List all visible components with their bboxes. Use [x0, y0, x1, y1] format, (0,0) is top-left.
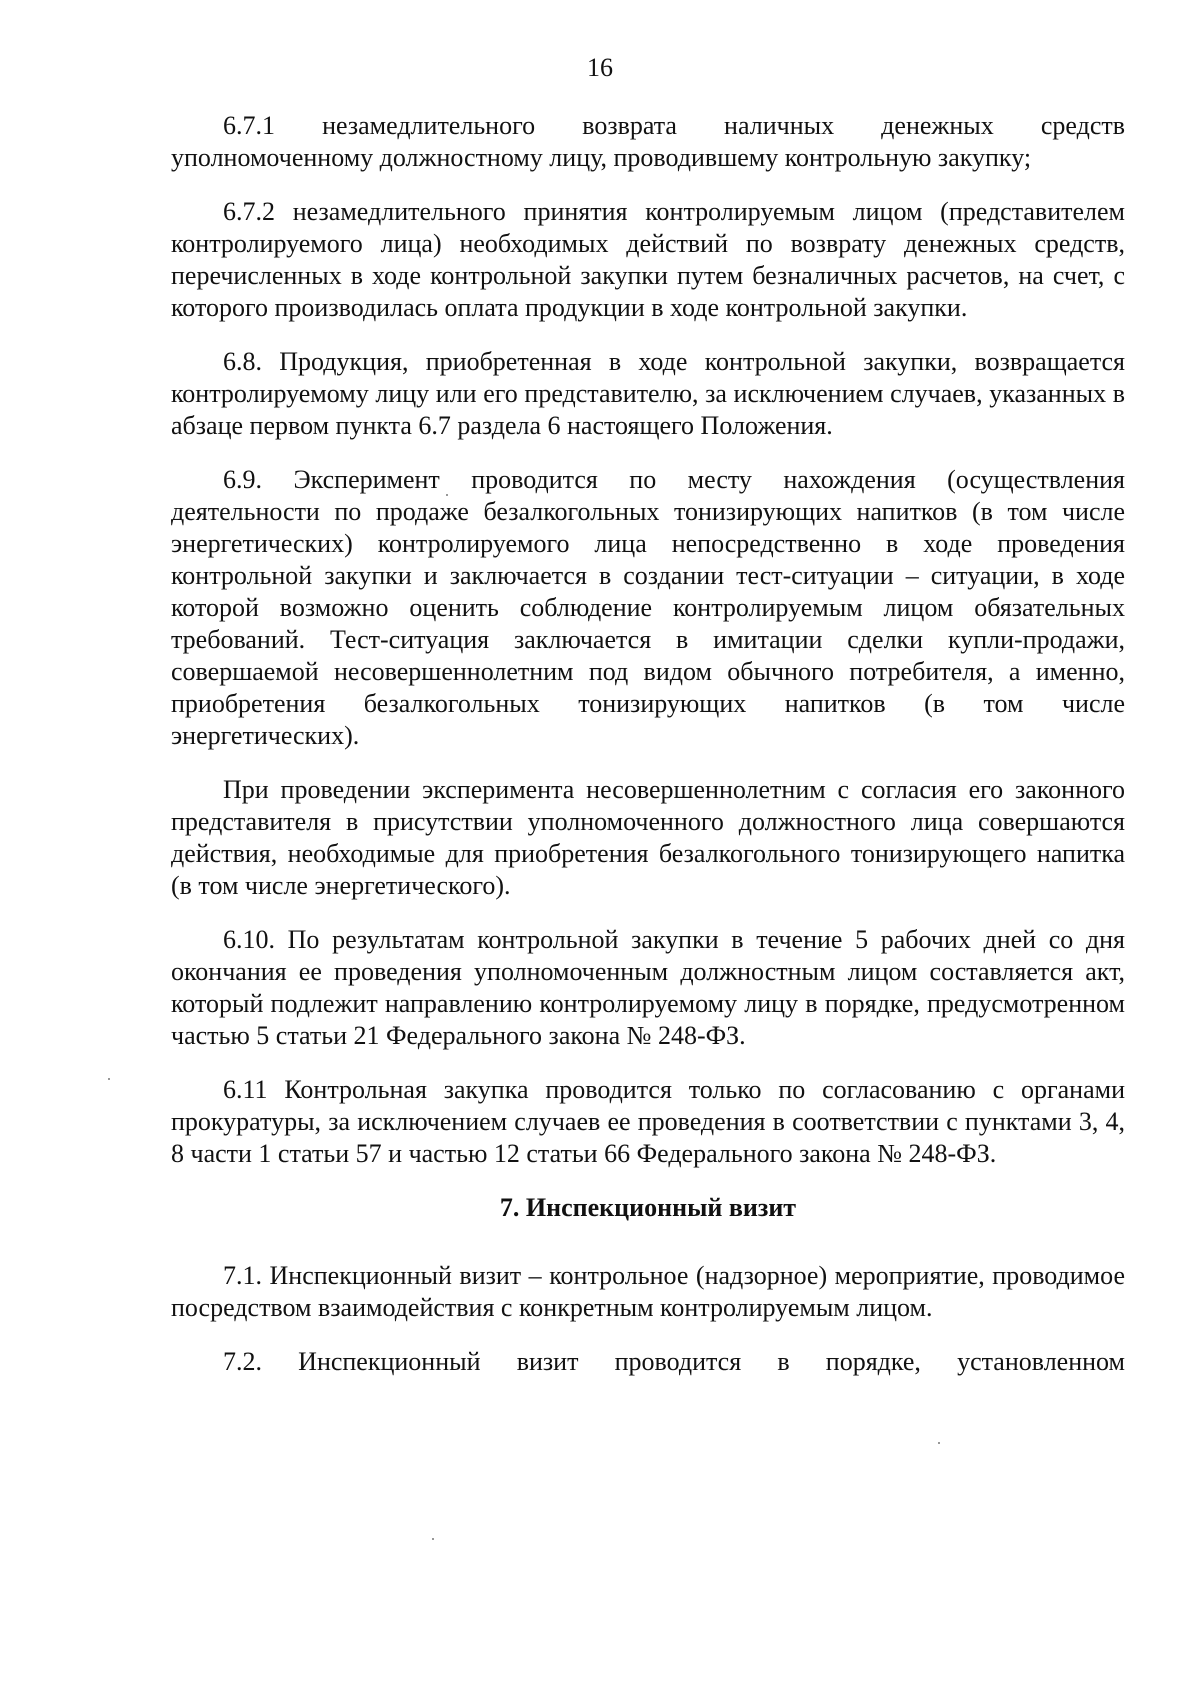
page-number: 16	[587, 53, 613, 82]
paragraph-7-2: 7.2. Инспекционный визит проводится в порядке, установленном	[223, 1347, 1125, 1376]
scan-speck	[446, 494, 448, 496]
scan-speck	[938, 1442, 940, 1444]
scan-speck	[108, 1078, 110, 1080]
paragraph-6-8: 6.8. Продукция, приобретенная в ходе контрольной закупки, возвращается контролируемому лицу или его представителю, за исключением случаев, указанных в абзаце первом пункта 6.7 раздела 6 настоящего Положения.	[171, 347, 1125, 440]
scan-speck	[432, 1538, 434, 1540]
paragraph-6-10: 6.10. По результатам контрольной закупки в течение 5 рабочих дней со дня окончания ее проведения уполномоченным должностным лицом составляется акт, который подлежит направлению контролируемому лицу в порядке, предусмотренном частью 5 статьи 21 Федерального закона № 248-ФЗ.	[171, 925, 1125, 1050]
paragraph-6-7-2: 6.7.2 незамедлительного принятия контролируемым лицом (представителем контролируемого лица) необходимых действий по возврату денежных средств, перечисленных в ходе контрольной закупки путем безналичных расчетов, на счет, с которого производилась оплата продукции в ходе контрольной закупки.	[171, 197, 1125, 322]
paragraph-7-1: 7.1. Инспекционный визит – контрольное (надзорное) мероприятие, проводимое посредством взаимодействия с конкретным контролируемым лицом.	[171, 1261, 1125, 1322]
paragraph-6-11: 6.11 Контрольная закупка проводится только по согласованию с органами прокуратуры, за исключением случаев ее проведения в соответствии с пунктами 3, 4, 8 части 1 статьи 57 и частью 12 статьи 66 Федерального закона № 248-ФЗ.	[171, 1075, 1125, 1168]
section-heading: 7. Инспекционный визит	[499, 1193, 797, 1222]
document-body	[171, 110, 1125, 1400]
paragraph-6-7-1: 6.7.1 незамедлительного возврата наличных денежных средств уполномоченному должностному лицу, проводившему контрольную закупку;	[171, 111, 1125, 172]
paragraph-experiment: При проведении эксперимента несовершеннолетним с согласия его законного представителя в присутствии уполномоченного должностного лица совершаются действия, необходимые для приобретения безалкогольного тонизирующего напитка (в том числе энергетического).	[171, 775, 1125, 900]
paragraph-6-9: 6.9. Эксперимент проводится по месту нахождения (осуществления деятельности по продаже безалкогольных тонизирующих напитков (в том числе энергетических) контролируемого лица непосредственно в ходе проведения контрольной закупки и заключается в создании тест-ситуации – ситуации, в ходе которой возможно оценить соблюдение контролируемым лицом обязательных требований. Тест-ситуация заключается в имитации сделки купли-продажи, совершаемой несовершеннолетним под видом обычного потребителя, а именно, приобретения безалкогольных тонизирующих напитков (в том числе энергетических).	[171, 465, 1125, 750]
